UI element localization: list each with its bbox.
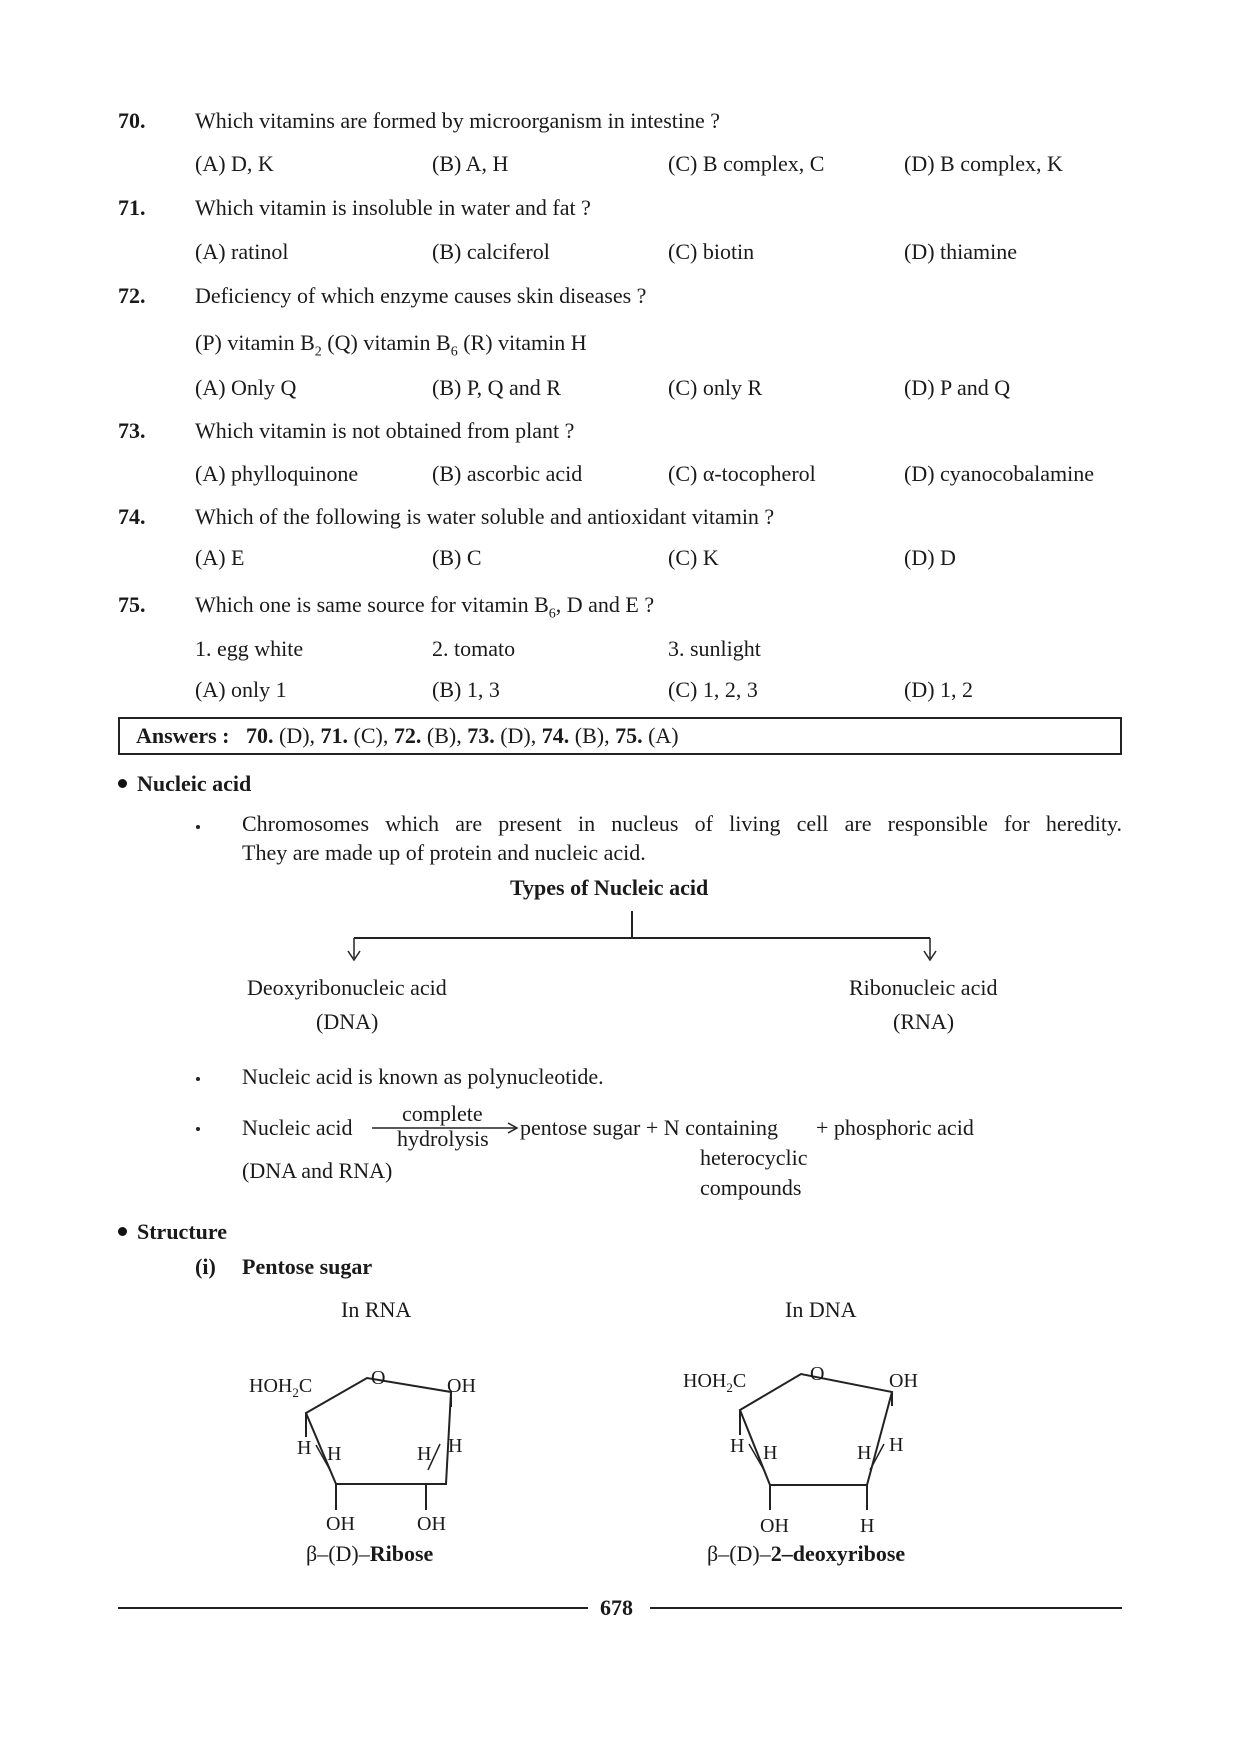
option-a: (A) only 1: [195, 677, 287, 702]
rna-name: Ribonucleic acid: [849, 975, 998, 1000]
option-d: (D) cyanocobalamine: [904, 461, 1094, 486]
option-c: (C) α-tocopherol: [668, 461, 816, 486]
question-text: Which vitamins are formed by microorganism in intestine ?: [195, 108, 721, 133]
option-c: (C) 1, 2, 3: [668, 677, 758, 702]
h-label: H: [297, 1437, 312, 1459]
option-b: (B) A, H: [432, 151, 509, 176]
ring-oxygen-label: O: [371, 1367, 386, 1389]
hoh2c-label: $HOH_2C$: [683, 1370, 747, 1395]
oh-label: OH: [889, 1370, 918, 1392]
subheading-number: (i): [195, 1254, 216, 1279]
question-text: Which of the following is water soluble and antioxidant vitamin ?: [195, 504, 775, 529]
option-c: (C) K: [668, 545, 719, 570]
h-label: H: [448, 1435, 463, 1457]
option-a: (A) E: [195, 545, 245, 570]
paragraph-line: They are made up of protein and nucleic acid.: [242, 840, 646, 865]
source-item: 1. egg white: [195, 636, 304, 661]
option-c: (C) B complex, C: [668, 151, 825, 176]
h-label: H: [857, 1442, 872, 1464]
section-heading-nucleic-acid: Nucleic acid: [118, 771, 251, 797]
oh-label: OH: [447, 1375, 476, 1397]
ribose-caption: β–(D)–Ribose: [306, 1541, 434, 1566]
h-label: H: [327, 1443, 342, 1465]
h-label: H: [889, 1434, 904, 1456]
question-number: 74.: [118, 504, 146, 529]
section-heading-structure: Structure: [118, 1219, 227, 1245]
question-text: Deficiency of which enzyme causes skin diseases ?: [195, 283, 647, 308]
equation-rhs-acid: + phosphoric acid: [816, 1115, 974, 1140]
equation-lhs: Nucleic acid: [242, 1115, 353, 1140]
diagram-title: Types of Nucleic acid: [510, 875, 709, 900]
option-b: (B) calciferol: [432, 239, 550, 264]
question-text: Which vitamin is insoluble in water and fat ?: [195, 195, 591, 220]
option-b: (B) P, Q and R: [432, 375, 561, 400]
option-d: (D) D: [904, 545, 956, 570]
subheading-title: Pentose sugar: [242, 1254, 373, 1279]
option-b: (B) ascorbic acid: [432, 461, 583, 486]
question-number: 71.: [118, 195, 146, 220]
option-b: (B) C: [432, 545, 482, 570]
equation-rhs-line3: compounds: [700, 1175, 802, 1200]
option-d: (D) thiamine: [904, 239, 1018, 264]
page-number: 678: [600, 1595, 633, 1620]
source-item: 3. sunlight: [668, 636, 761, 661]
question-number: 75.: [118, 592, 146, 617]
h-label: H: [730, 1435, 745, 1457]
deoxyribose-caption: β–(D)–2–deoxyribose: [707, 1541, 906, 1566]
option-a: (A) ratinol: [195, 239, 289, 264]
dna-name: Deoxyribonucleic acid: [247, 975, 447, 1000]
option-b: (B) 1, 3: [432, 677, 500, 702]
option-a: (A) Only Q: [195, 375, 297, 400]
ring-oxygen-label: O: [810, 1363, 825, 1385]
question-text: Which one is same source for vitamin $B_6$, D and E ?: [195, 592, 655, 622]
option-a: (A) D, K: [195, 151, 274, 176]
question-number: 73.: [118, 418, 146, 443]
answers-label: Answers :: [136, 723, 230, 748]
source-item: 2. tomato: [432, 636, 516, 661]
question-text: Which vitamin is not obtained from plant ?: [195, 418, 575, 443]
equation-lhs-note: (DNA and RNA): [242, 1158, 393, 1183]
arrow-bottom-label: hydrolysis: [397, 1126, 489, 1151]
question-number: 70.: [118, 108, 146, 133]
option-d: (D) 1, 2: [904, 677, 974, 702]
oh-label: OH: [417, 1513, 446, 1535]
option-c: (C) only R: [668, 375, 763, 400]
option-d: (D) B complex, K: [904, 151, 1063, 176]
equation-rhs-products: pentose sugar + N containing: [520, 1115, 779, 1140]
hoh2c-label: $HOH_2C$: [249, 1375, 313, 1400]
h-label: H: [417, 1443, 432, 1465]
option-d: (D) P and Q: [904, 375, 1011, 400]
paragraph-line: Nucleic acid is known as polynucleotide.: [242, 1064, 604, 1089]
paragraph-line: Chromosomes which are present in nucleus of living cell are responsible for heredity.: [242, 811, 1122, 836]
oh-label: OH: [760, 1515, 789, 1537]
arrow-top-label: complete: [402, 1101, 483, 1126]
question-number: 72.: [118, 283, 146, 308]
equation-rhs-line2: heterocyclic: [700, 1145, 808, 1170]
oh-label: OH: [326, 1513, 355, 1535]
dna-label: In DNA: [785, 1297, 857, 1322]
dna-abbr: (DNA): [316, 1009, 379, 1034]
answers-line: Answers : 70. (D), 71. (C), 72. (B), 73. (D), 74. (B), 75. (A): [136, 723, 679, 748]
statement-line: (P) vitamin $B_2$ (Q) vitamin $B_6$ (R) vitamin H: [195, 330, 587, 360]
rna-abbr: (RNA): [893, 1009, 955, 1034]
option-a: (A) phylloquinone: [195, 461, 359, 486]
h-label: H: [860, 1515, 875, 1537]
option-c: (C) biotin: [668, 239, 755, 264]
rna-label: In RNA: [341, 1297, 412, 1322]
h-label: H: [763, 1442, 778, 1464]
